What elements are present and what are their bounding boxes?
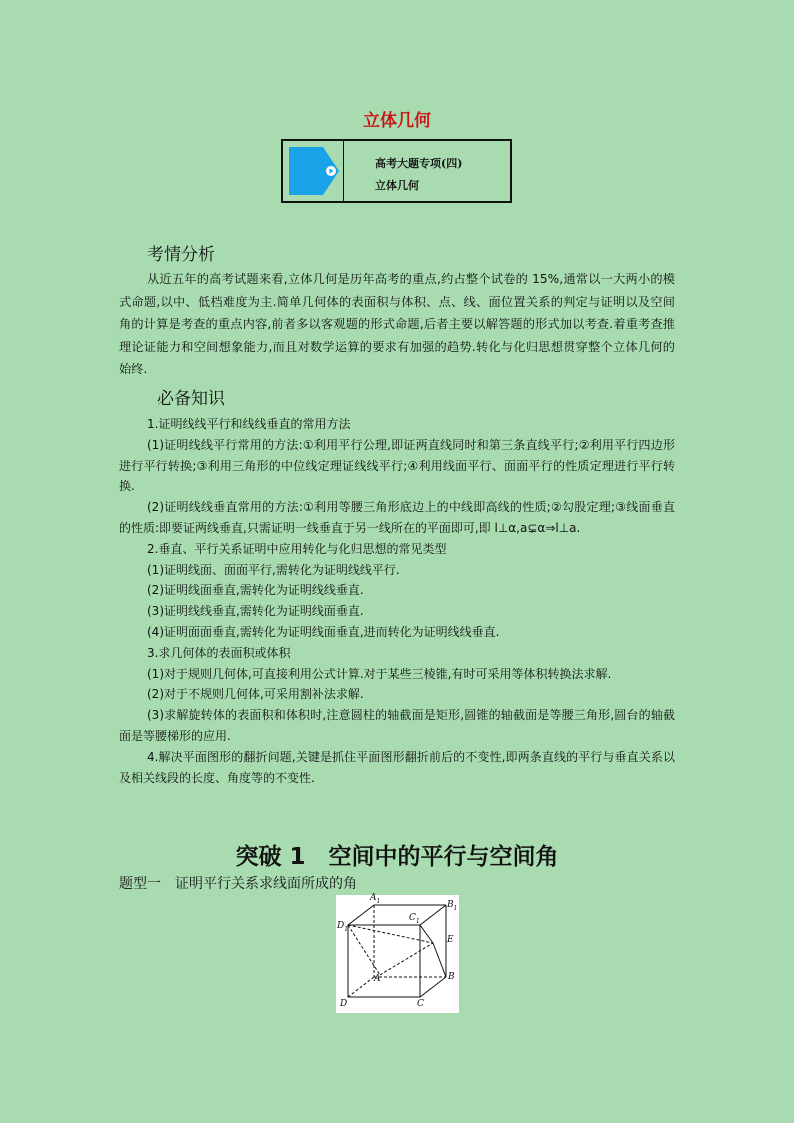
section-heading-analysis: 考情分析 [147, 245, 215, 265]
label-b1: $B_1$ [447, 900, 458, 912]
knowledge-heading: 2.垂直、平行关系证明中应用转化与化归思想的常见类型 [147, 541, 447, 556]
knowledge-item: (1)证明线线平行常用的方法:①利用平行公理,即证两直线同时和第三条直线平行;②利用平行四边形进行平行转换;③利用三角形的中位线定理证线线平行;④利用线面平行、面面平行的性质定理进行平行转换. [119, 437, 675, 494]
label-c1: $C_1$ [409, 913, 420, 925]
knowledge-item: (1)对于规则几何体,可直接利用公式计算.对于某些三棱锥,有时可采用等体积转换法求解. [147, 666, 612, 681]
knowledge-item: (2)证明线线垂直常用的方法:①利用等腰三角形底边上的中线即高线的性质;②勾股定理;③线面垂直的性质:即要证两线垂直,只需证明一线垂直于另一线所在的平面即可,即 l⊥α,a⊊α⇒l⊥a. [119, 500, 675, 535]
analysis-paragraph: 从近五年的高考试题来看,立体几何是历年高考的重点,约占整个试卷的 15%,通常以一大两小的模式命题,以中、低档难度为主.简单几何体的表面积与体积、点、线、面位置关系的判定与证明以及空间角的计算是考查的重点内容,前者多以客观题的形式命题,后者主要以解答题的形式加以考查.着重考查推理论证能力和空间想象能力,而且对数学运算的要求有加强的趋势.转化与化归思想贯穿整个立体几何的始终. [119, 272, 675, 376]
topic-banner [281, 139, 512, 203]
knowledge-heading: 3.求几何体的表面积或体积 [147, 645, 291, 660]
label-c: C [417, 999, 424, 1009]
label-a: A [374, 974, 381, 984]
label-a1: $A_1$ [370, 893, 381, 905]
knowledge-item: (3)求解旋转体的表面积和体积时,注意圆柱的轴截面是矩形,圆锥的轴截面是等腰三角形,圆台的轴截面是等腰梯形的应用. [119, 708, 675, 743]
question-type-label: 题型一 证明平行关系求线面所成的角 [119, 876, 357, 892]
knowledge-item: (2)证明线面垂直,需转化为证明线线垂直. [147, 583, 364, 598]
label-d1: $D_1$ [337, 921, 349, 933]
knowledge-item: (2)对于不规则几何体,可采用割补法求解. [147, 687, 364, 702]
knowledge-item: (4)证明面面垂直,需转化为证明线面垂直,进而转化为证明线线垂直. [147, 624, 500, 639]
page-title: 立体几何 [363, 111, 431, 131]
knowledge-item: 4.解决平面图形的翻折问题,关键是抓住平面图形翻折前后的不变性,即两条直线的平行与垂直关系以及相关线段的长度、角度等的不变性. [119, 749, 675, 785]
label-b: B [448, 972, 455, 982]
knowledge-heading: 1.证明线线平行和线线垂直的常用方法 [147, 417, 351, 431]
knowledge-item: (3)证明线线垂直,需转化为证明线面垂直. [147, 604, 364, 619]
knowledge-item: (1)证明线面、面面平行,需转化为证明线线平行. [147, 562, 400, 577]
cube-diagram [336, 895, 459, 1013]
knowledge-list [119, 414, 675, 788]
cube-figure [336, 895, 459, 1013]
breakthrough-title: 突破 1 空间中的平行与空间角 [235, 844, 559, 870]
play-badge-icon [285, 143, 341, 199]
label-e: E [447, 935, 454, 945]
banner-line-2: 立体几何 [375, 179, 419, 192]
banner-divider [343, 141, 344, 201]
banner-line-1: 高考大题专项(四) [375, 157, 463, 170]
section-heading-knowledge: 必备知识 [157, 389, 225, 409]
label-d: D [340, 999, 348, 1009]
